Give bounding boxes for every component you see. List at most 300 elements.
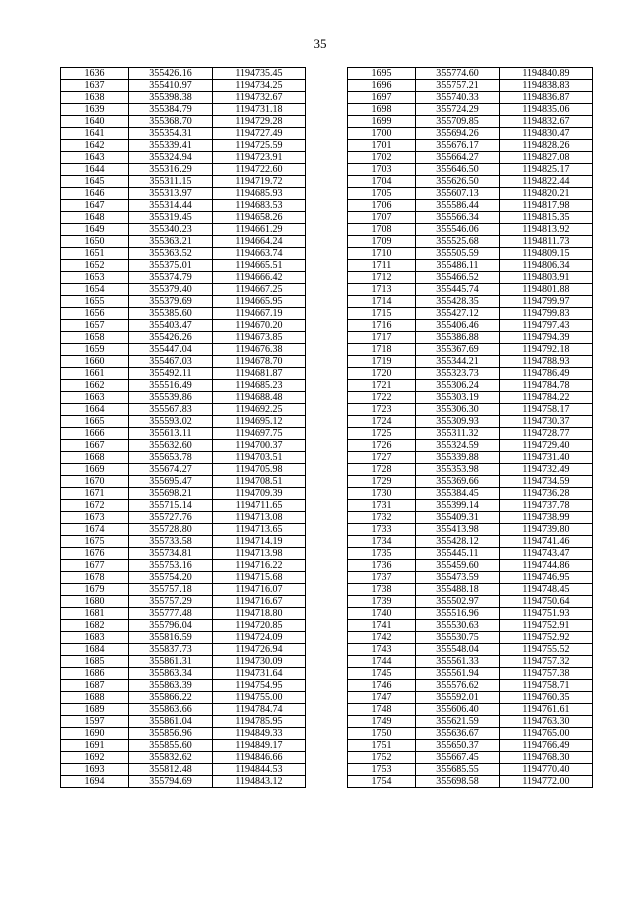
y-coordinate-cell: 1194713.08 [213,512,306,524]
point-number-cell: 1689 [61,704,129,716]
table-row [348,296,593,308]
point-number-cell: 1727 [348,452,416,464]
table-row [61,140,306,152]
y-coordinate-cell: 1194799.83 [500,308,593,320]
table-row [348,116,593,128]
table-row [61,80,306,92]
y-coordinate-cell: 1194732.67 [213,92,306,104]
y-coordinate-cell: 1194665.51 [213,260,306,272]
table-row [348,260,593,272]
x-coordinate-cell: 355445.11 [416,548,500,560]
table-row [348,332,593,344]
y-coordinate-cell: 1194797.43 [500,320,593,332]
x-coordinate-cell: 355306.24 [416,380,500,392]
x-coordinate-cell: 355459.60 [416,560,500,572]
point-number-cell: 1701 [348,140,416,152]
table-row [348,224,593,236]
point-number-cell: 1723 [348,404,416,416]
point-number-cell: 1663 [61,392,129,404]
point-number-cell: 1746 [348,680,416,692]
x-coordinate-cell: 355607.13 [416,188,500,200]
table-row [61,692,306,704]
x-coordinate-cell: 355319.45 [129,212,213,224]
y-coordinate-cell: 1194722.60 [213,164,306,176]
point-number-cell: 1683 [61,632,129,644]
x-coordinate-cell: 355428.35 [416,296,500,308]
point-number-cell: 1699 [348,116,416,128]
table-row [348,128,593,140]
y-coordinate-cell: 1194763.30 [500,716,593,728]
y-coordinate-cell: 1194828.26 [500,140,593,152]
point-number-cell: 1673 [61,512,129,524]
x-coordinate-cell: 355709.85 [416,116,500,128]
x-coordinate-cell: 355398.38 [129,92,213,104]
point-number-cell: 1736 [348,560,416,572]
table-row [61,260,306,272]
x-coordinate-cell: 355606.40 [416,704,500,716]
table-row [348,704,593,716]
y-coordinate-cell: 1194811.73 [500,236,593,248]
x-coordinate-cell: 355866.22 [129,692,213,704]
table-row [348,488,593,500]
point-number-cell: 1717 [348,332,416,344]
y-coordinate-cell: 1194822.44 [500,176,593,188]
table-row [348,272,593,284]
point-number-cell: 1644 [61,164,129,176]
x-coordinate-cell: 355313.97 [129,188,213,200]
table-row [61,476,306,488]
x-coordinate-cell: 355344.21 [416,356,500,368]
y-coordinate-cell: 1194724.09 [213,632,306,644]
x-coordinate-cell: 355385.60 [129,308,213,320]
x-coordinate-cell: 355403.47 [129,320,213,332]
table-row [348,452,593,464]
y-coordinate-cell: 1194825.17 [500,164,593,176]
x-coordinate-cell: 355733.58 [129,536,213,548]
x-coordinate-cell: 355632.60 [129,440,213,452]
y-coordinate-cell: 1194685.23 [213,380,306,392]
point-number-cell: 1691 [61,740,129,752]
point-number-cell: 1724 [348,416,416,428]
point-number-cell: 1735 [348,548,416,560]
x-coordinate-cell: 355306.30 [416,404,500,416]
x-coordinate-cell: 355676.17 [416,140,500,152]
x-coordinate-cell: 355740.33 [416,92,500,104]
point-number-cell: 1684 [61,644,129,656]
y-coordinate-cell: 1194716.22 [213,560,306,572]
table-row [61,764,306,776]
x-coordinate-cell: 355473.59 [416,572,500,584]
y-coordinate-cell: 1194716.07 [213,584,306,596]
x-coordinate-cell: 355548.04 [416,644,500,656]
table-row [61,740,306,752]
x-coordinate-cell: 355855.60 [129,740,213,752]
x-coordinate-cell: 355339.88 [416,452,500,464]
point-number-cell: 1672 [61,500,129,512]
y-coordinate-cell: 1194751.93 [500,608,593,620]
point-number-cell: 1661 [61,368,129,380]
table-row [348,380,593,392]
x-coordinate-cell: 355753.16 [129,560,213,572]
x-coordinate-cell: 355566.34 [416,212,500,224]
y-coordinate-cell: 1194750.64 [500,596,593,608]
x-coordinate-cell: 355426.16 [129,68,213,80]
point-number-cell: 1688 [61,692,129,704]
point-number-cell: 1597 [61,716,129,728]
table-row [61,296,306,308]
y-coordinate-cell: 1194732.49 [500,464,593,476]
table-row [61,152,306,164]
table-row [348,596,593,608]
y-coordinate-cell: 1194801.88 [500,284,593,296]
point-number-cell: 1651 [61,248,129,260]
x-coordinate-cell: 355816.59 [129,632,213,644]
point-number-cell: 1649 [61,224,129,236]
y-coordinate-cell: 1194661.29 [213,224,306,236]
point-number-cell: 1705 [348,188,416,200]
y-coordinate-cell: 1194681.87 [213,368,306,380]
y-coordinate-cell: 1194719.72 [213,176,306,188]
point-number-cell: 1731 [348,500,416,512]
table-row [61,236,306,248]
y-coordinate-cell: 1194673.85 [213,332,306,344]
point-number-cell: 1704 [348,176,416,188]
x-coordinate-cell: 355314.44 [129,200,213,212]
y-coordinate-cell: 1194729.28 [213,116,306,128]
point-number-cell: 1718 [348,344,416,356]
y-coordinate-cell: 1194746.95 [500,572,593,584]
point-number-cell: 1738 [348,584,416,596]
table-row [61,368,306,380]
point-number-cell: 1712 [348,272,416,284]
table-row [348,740,593,752]
table-row [61,416,306,428]
y-coordinate-cell: 1194730.37 [500,416,593,428]
y-coordinate-cell: 1194815.35 [500,212,593,224]
point-number-cell: 1714 [348,296,416,308]
y-coordinate-cell: 1194716.67 [213,596,306,608]
y-coordinate-cell: 1194844.53 [213,764,306,776]
y-coordinate-cell: 1194729.40 [500,440,593,452]
point-number-cell: 1655 [61,296,129,308]
y-coordinate-cell: 1194813.92 [500,224,593,236]
table-row [61,644,306,656]
y-coordinate-cell: 1194784.22 [500,392,593,404]
table-row [61,752,306,764]
point-number-cell: 1697 [348,92,416,104]
point-number-cell: 1722 [348,392,416,404]
x-coordinate-cell: 355621.59 [416,716,500,728]
point-number-cell: 1637 [61,80,129,92]
y-coordinate-cell: 1194734.59 [500,476,593,488]
table-row [61,200,306,212]
table-row [348,716,593,728]
table-row [61,92,306,104]
point-number-cell: 1659 [61,344,129,356]
table-row [348,140,593,152]
x-coordinate-cell: 355502.97 [416,596,500,608]
y-coordinate-cell: 1194752.92 [500,632,593,644]
y-coordinate-cell: 1194737.78 [500,500,593,512]
point-number-cell: 1682 [61,620,129,632]
table-row [61,68,306,80]
y-coordinate-cell: 1194843.12 [213,776,306,788]
y-coordinate-cell: 1194770.40 [500,764,593,776]
point-number-cell: 1707 [348,212,416,224]
point-number-cell: 1751 [348,740,416,752]
x-coordinate-cell: 355774.60 [416,68,500,80]
y-coordinate-cell: 1194806.34 [500,260,593,272]
table-row [61,404,306,416]
point-number-cell: 1650 [61,236,129,248]
table-row [348,620,593,632]
table-row [348,608,593,620]
point-number-cell: 1703 [348,164,416,176]
table-row [61,164,306,176]
point-number-cell: 1733 [348,524,416,536]
x-coordinate-cell: 355832.62 [129,752,213,764]
point-number-cell: 1695 [348,68,416,80]
y-coordinate-cell: 1194736.28 [500,488,593,500]
x-coordinate-cell: 355375.01 [129,260,213,272]
x-coordinate-cell: 355794.69 [129,776,213,788]
point-number-cell: 1744 [348,656,416,668]
point-number-cell: 1720 [348,368,416,380]
x-coordinate-cell: 355311.32 [416,428,500,440]
table-row [61,668,306,680]
point-number-cell: 1654 [61,284,129,296]
table-row [348,416,593,428]
point-number-cell: 1743 [348,644,416,656]
y-coordinate-cell: 1194840.89 [500,68,593,80]
table-row [348,632,593,644]
table-row [348,692,593,704]
table-row [348,584,593,596]
y-coordinate-cell: 1194676.38 [213,344,306,356]
point-number-cell: 1719 [348,356,416,368]
point-number-cell: 1700 [348,128,416,140]
x-coordinate-cell: 355757.18 [129,584,213,596]
table-row [348,728,593,740]
y-coordinate-cell: 1194664.24 [213,236,306,248]
point-number-cell: 1675 [61,536,129,548]
y-coordinate-cell: 1194735.45 [213,68,306,80]
table-row [61,392,306,404]
point-number-cell: 1729 [348,476,416,488]
x-coordinate-cell: 355323.73 [416,368,500,380]
point-number-cell: 1749 [348,716,416,728]
point-number-cell: 1660 [61,356,129,368]
table-row [348,284,593,296]
table-row [348,344,593,356]
x-coordinate-cell: 355734.81 [129,548,213,560]
y-coordinate-cell: 1194788.93 [500,356,593,368]
x-coordinate-cell: 355525.68 [416,236,500,248]
x-coordinate-cell: 355445.74 [416,284,500,296]
y-coordinate-cell: 1194743.47 [500,548,593,560]
y-coordinate-cell: 1194799.97 [500,296,593,308]
table-row [61,284,306,296]
y-coordinate-cell: 1194757.32 [500,656,593,668]
table-row [348,164,593,176]
x-coordinate-cell: 355379.69 [129,296,213,308]
x-coordinate-cell: 355339.41 [129,140,213,152]
point-number-cell: 1666 [61,428,129,440]
y-coordinate-cell: 1194678.70 [213,356,306,368]
point-number-cell: 1692 [61,752,129,764]
point-number-cell: 1636 [61,68,129,80]
table-row [348,500,593,512]
table-row [348,308,593,320]
point-number-cell: 1726 [348,440,416,452]
y-coordinate-cell: 1194761.61 [500,704,593,716]
x-coordinate-cell: 355636.67 [416,728,500,740]
x-coordinate-cell: 355324.59 [416,440,500,452]
table-row [348,152,593,164]
x-coordinate-cell: 355650.37 [416,740,500,752]
x-coordinate-cell: 355386.88 [416,332,500,344]
y-coordinate-cell: 1194727.49 [213,128,306,140]
x-coordinate-cell: 355530.63 [416,620,500,632]
table-row [61,572,306,584]
y-coordinate-cell: 1194744.86 [500,560,593,572]
x-coordinate-cell: 355363.21 [129,236,213,248]
y-coordinate-cell: 1194809.15 [500,248,593,260]
y-coordinate-cell: 1194731.18 [213,104,306,116]
table-row [61,428,306,440]
y-coordinate-cell: 1194709.39 [213,488,306,500]
x-coordinate-cell: 355685.55 [416,764,500,776]
x-coordinate-cell: 355613.11 [129,428,213,440]
y-coordinate-cell: 1194748.45 [500,584,593,596]
y-coordinate-cell: 1194658.26 [213,212,306,224]
y-coordinate-cell: 1194803.91 [500,272,593,284]
table-row [61,728,306,740]
point-number-cell: 1657 [61,320,129,332]
table-row [348,320,593,332]
point-number-cell: 1653 [61,272,129,284]
x-coordinate-cell: 355467.03 [129,356,213,368]
point-number-cell: 1725 [348,428,416,440]
y-coordinate-cell: 1194835.06 [500,104,593,116]
y-coordinate-cell: 1194670.20 [213,320,306,332]
y-coordinate-cell: 1194700.37 [213,440,306,452]
point-number-cell: 1740 [348,608,416,620]
y-coordinate-cell: 1194703.51 [213,452,306,464]
table-row [348,200,593,212]
y-coordinate-cell: 1194728.77 [500,428,593,440]
point-number-cell: 1741 [348,620,416,632]
table-row [348,368,593,380]
x-coordinate-cell: 355409.31 [416,512,500,524]
table-row [348,440,593,452]
x-coordinate-cell: 355695.47 [129,476,213,488]
y-coordinate-cell: 1194718.80 [213,608,306,620]
x-coordinate-cell: 355727.76 [129,512,213,524]
y-coordinate-cell: 1194731.40 [500,452,593,464]
y-coordinate-cell: 1194794.39 [500,332,593,344]
point-number-cell: 1669 [61,464,129,476]
y-coordinate-cell: 1194685.93 [213,188,306,200]
x-coordinate-cell: 355715.14 [129,500,213,512]
point-number-cell: 1711 [348,260,416,272]
x-coordinate-cell: 355592.01 [416,692,500,704]
table-row [348,176,593,188]
x-coordinate-cell: 355311.15 [129,176,213,188]
y-coordinate-cell: 1194741.46 [500,536,593,548]
x-coordinate-cell: 355488.18 [416,584,500,596]
point-number-cell: 1748 [348,704,416,716]
point-number-cell: 1745 [348,668,416,680]
x-coordinate-cell: 355486.11 [416,260,500,272]
point-number-cell: 1652 [61,260,129,272]
x-coordinate-cell: 355516.96 [416,608,500,620]
point-number-cell: 1753 [348,764,416,776]
point-number-cell: 1721 [348,380,416,392]
table-row [61,464,306,476]
point-number-cell: 1696 [348,80,416,92]
table-row [61,632,306,644]
point-number-cell: 1694 [61,776,129,788]
x-coordinate-cell: 355674.27 [129,464,213,476]
y-coordinate-cell: 1194734.25 [213,80,306,92]
point-number-cell: 1730 [348,488,416,500]
x-coordinate-cell: 355754.20 [129,572,213,584]
table-row [61,212,306,224]
y-coordinate-cell: 1194725.59 [213,140,306,152]
table-row [61,320,306,332]
x-coordinate-cell: 355363.52 [129,248,213,260]
point-number-cell: 1662 [61,380,129,392]
point-number-cell: 1680 [61,596,129,608]
y-coordinate-cell: 1194817.98 [500,200,593,212]
point-number-cell: 1693 [61,764,129,776]
y-coordinate-cell: 1194708.51 [213,476,306,488]
table-row [348,92,593,104]
table-row [348,656,593,668]
x-coordinate-cell: 355369.66 [416,476,500,488]
y-coordinate-cell: 1194714.19 [213,536,306,548]
y-coordinate-cell: 1194792.18 [500,344,593,356]
point-number-cell: 1734 [348,536,416,548]
y-coordinate-cell: 1194758.17 [500,404,593,416]
table-row [61,332,306,344]
x-coordinate-cell: 355812.48 [129,764,213,776]
x-coordinate-cell: 355724.29 [416,104,500,116]
table-row [61,500,306,512]
table-row [61,248,306,260]
x-coordinate-cell: 355413.98 [416,524,500,536]
x-coordinate-cell: 355505.59 [416,248,500,260]
table-row [348,560,593,572]
x-coordinate-cell: 355777.48 [129,608,213,620]
table-row [61,308,306,320]
point-number-cell: 1742 [348,632,416,644]
point-number-cell: 1728 [348,464,416,476]
table-row [61,560,306,572]
x-coordinate-cell: 355426.26 [129,332,213,344]
y-coordinate-cell: 1194754.95 [213,680,306,692]
y-coordinate-cell: 1194688.48 [213,392,306,404]
x-coordinate-cell: 355406.46 [416,320,500,332]
x-coordinate-cell: 355399.14 [416,500,500,512]
y-coordinate-cell: 1194760.35 [500,692,593,704]
point-number-cell: 1685 [61,656,129,668]
point-number-cell: 1716 [348,320,416,332]
y-coordinate-cell: 1194667.19 [213,308,306,320]
x-coordinate-cell: 355303.19 [416,392,500,404]
table-row [61,656,306,668]
